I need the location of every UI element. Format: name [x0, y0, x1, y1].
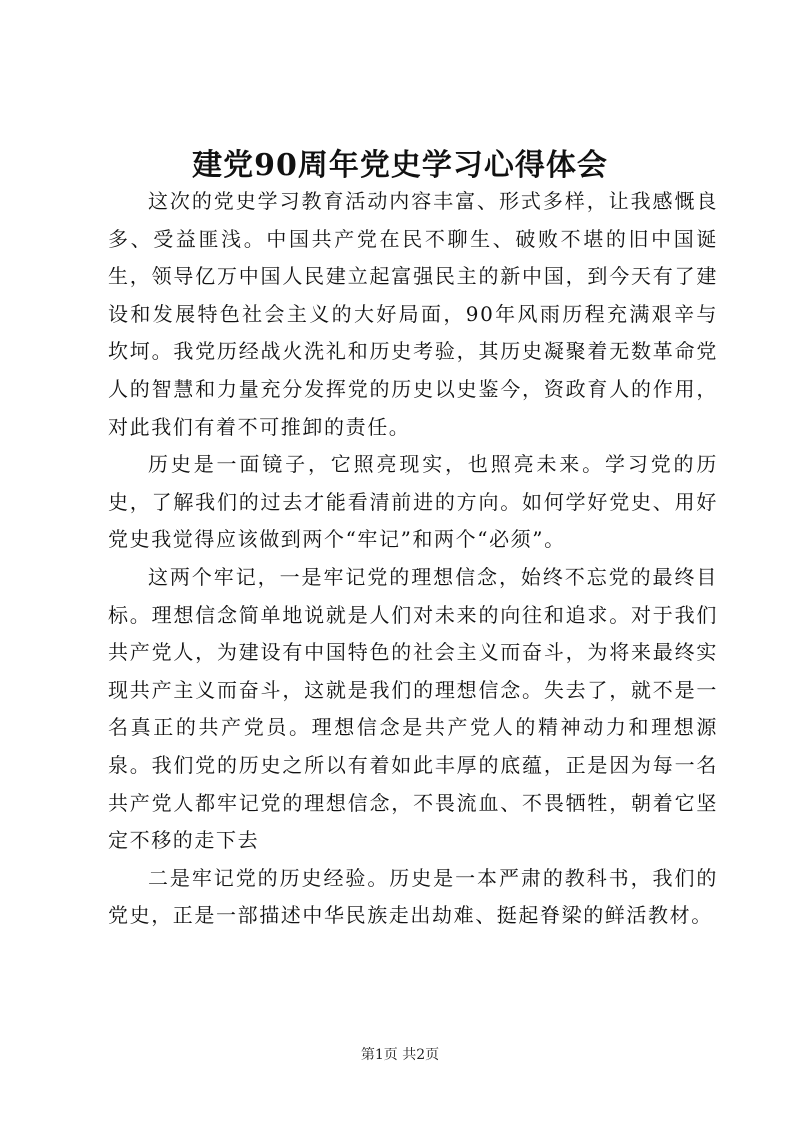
- paragraph: 这次的党史学习教育活动内容丰富、形式多样，让我感慨良多、受益匪浅。中国共产党在民不聊生、破败不堪的旧中国诞生，领导亿万中国人民建立起富强民主的新中国，到今天有了建设和发展特色社会主义的大好局面，90年风雨历程充满艰辛与坎坷。我党历经战火洗礼和历史考验，其历史凝聚着无数革命党人的智慧和力量充分发挥党的历史以史鉴今，资政育人的作用，对此我们有着不可推卸的责任。: [108, 189, 718, 439]
- document-title: 建党90周年党史学习心得体会: [192, 148, 608, 183]
- document-body: [108, 183, 718, 935]
- paragraph: 二是牢记党的历史经验。历史是一本严肃的教科书，我们的党史，正是一部描述中华民族走出劫难、挺起脊梁的鲜活教材。: [108, 865, 718, 928]
- paragraph: 历史是一面镜子，它照亮现实，也照亮未来。学习党的历史，了解我们的过去才能看清前进的方向。如何学好党史、用好党史我觉得应该做到两个“牢记”和两个“必须”。: [108, 452, 718, 552]
- paragraph: 这两个牢记，一是牢记党的理想信念，始终不忘党的最终目标。理想信念简单地说就是人们对未来的向往和追求。对于我们共产党人，为建设有中国特色的社会主义而奋斗，为将来最终实现共产主义而奋斗，这就是我们的理想信念。失去了，就不是一名真正的共产党员。理想信念是共产党人的精神动力和理想源泉。我们党的历史之所以有着如此丰厚的底蕴，正是因为每一名共产党人都牢记党的理想信念，不畏流血、不畏牺牲，朝着它坚定不移的走下去: [108, 564, 718, 853]
- page-number-footer: 第1页 共2页: [360, 1047, 440, 1063]
